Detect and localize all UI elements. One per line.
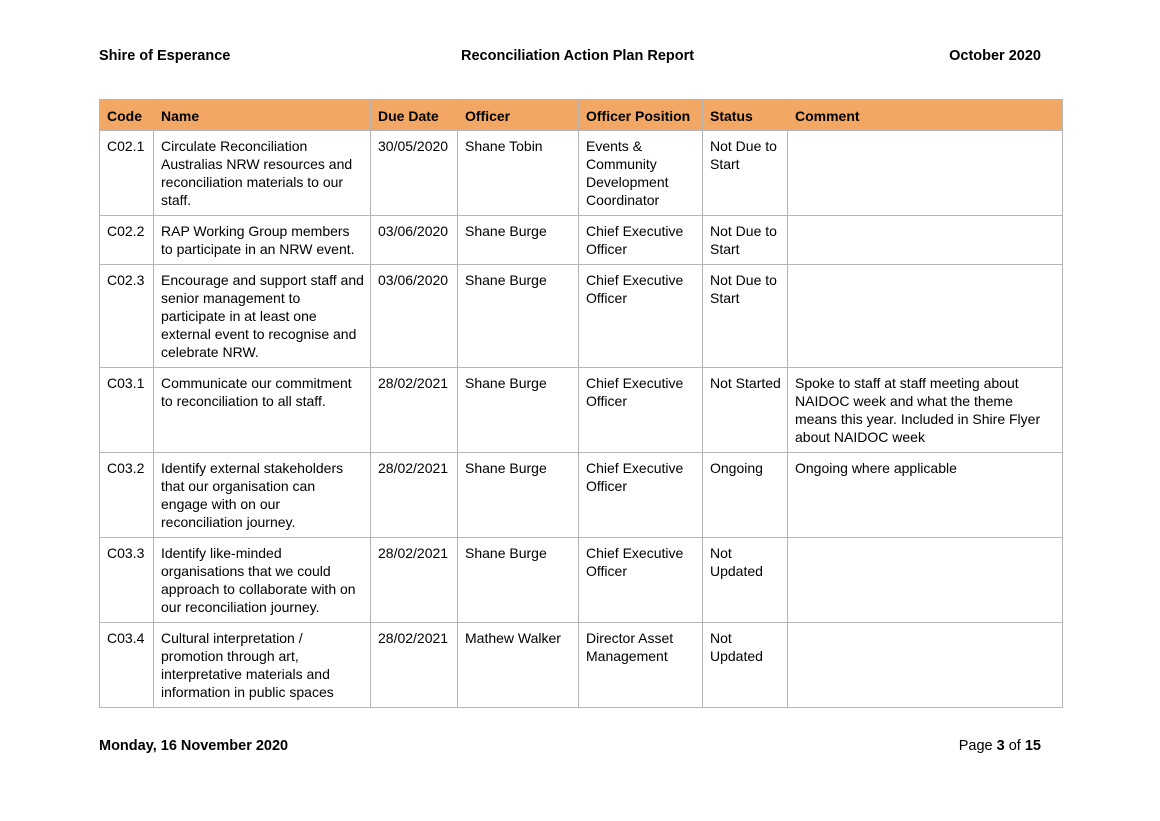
cell-officer: Shane Burge xyxy=(458,216,579,265)
column-header-code: Code xyxy=(100,100,154,131)
cell-comment: Ongoing where applicable xyxy=(788,453,1063,538)
cell-comment xyxy=(788,623,1063,708)
cell-status: Not Due to Start xyxy=(703,131,788,216)
cell-code: C02.3 xyxy=(100,265,154,368)
cell-officer: Mathew Walker xyxy=(458,623,579,708)
cell-status: Not Updated xyxy=(703,623,788,708)
report-period: October 2020 xyxy=(949,48,1041,64)
cell-status: Not Due to Start xyxy=(703,265,788,368)
cell-officer-position: Chief Executive Officer xyxy=(579,368,703,453)
table-row xyxy=(100,538,1063,623)
table-row xyxy=(100,453,1063,538)
cell-code: C03.3 xyxy=(100,538,154,623)
report-date: Monday, 16 November 2020 xyxy=(99,738,289,754)
column-header-status: Status xyxy=(703,100,788,131)
table-row xyxy=(100,216,1063,265)
cell-officer: Shane Burge xyxy=(458,538,579,623)
page-of: of xyxy=(1008,738,1021,754)
cell-name: Identify external stakeholders that our organisation can engage with on our reconciliation journey. xyxy=(154,453,371,538)
rap-actions-table xyxy=(99,99,1063,708)
cell-officer-position: Events & Community Development Coordinator xyxy=(579,131,703,216)
cell-comment xyxy=(788,265,1063,368)
page-current: 3 xyxy=(996,738,1005,754)
cell-due-date: 28/02/2021 xyxy=(371,623,458,708)
cell-comment: Spoke to staff at staff meeting about NAIDOC week and what the theme means this year. Included in Shire Flyer about NAIDOC week xyxy=(788,368,1063,453)
cell-officer: Shane Tobin xyxy=(458,131,579,216)
cell-due-date: 03/06/2020 xyxy=(371,216,458,265)
cell-due-date: 28/02/2021 xyxy=(371,538,458,623)
page-footer xyxy=(99,738,1041,758)
cell-code: C03.4 xyxy=(100,623,154,708)
cell-officer-position: Chief Executive Officer xyxy=(579,538,703,623)
cell-comment xyxy=(788,538,1063,623)
cell-name: RAP Working Group members to participate in an NRW event. xyxy=(154,216,371,265)
column-header-comment: Comment xyxy=(788,100,1063,131)
table-row xyxy=(100,623,1063,708)
cell-comment xyxy=(788,131,1063,216)
cell-code: C02.1 xyxy=(100,131,154,216)
cell-name: Identify like-minded organisations that we could approach to collaborate with on our reconciliation journey. xyxy=(154,538,371,623)
cell-officer-position: Chief Executive Officer xyxy=(579,216,703,265)
cell-officer-position: Chief Executive Officer xyxy=(579,453,703,538)
cell-status: Ongoing xyxy=(703,453,788,538)
table-row xyxy=(100,368,1063,453)
page-prefix: Page xyxy=(958,738,993,754)
page-total: 15 xyxy=(1024,738,1041,754)
cell-code: C03.2 xyxy=(100,453,154,538)
cell-name: Cultural interpretation / promotion through art, interpretative materials and information in public spaces xyxy=(154,623,371,708)
cell-code: C02.2 xyxy=(100,216,154,265)
column-header-officer: Officer xyxy=(458,100,579,131)
page-number xyxy=(959,738,1041,754)
cell-due-date: 28/02/2021 xyxy=(371,453,458,538)
table-row xyxy=(100,265,1063,368)
organisation-name: Shire of Esperance xyxy=(99,48,231,64)
column-header-officer-position: Officer Position xyxy=(579,100,703,131)
cell-status: Not Started xyxy=(703,368,788,453)
cell-name: Circulate Reconciliation Australias NRW resources and reconciliation materials to our staff. xyxy=(154,131,371,216)
report-title: Reconciliation Action Plan Report xyxy=(461,48,695,64)
cell-comment xyxy=(788,216,1063,265)
page-header xyxy=(99,48,1041,68)
cell-name: Communicate our commitment to reconciliation to all staff. xyxy=(154,368,371,453)
cell-name: Encourage and support staff and senior management to participate in at least one external event to recognise and celebrate NRW. xyxy=(154,265,371,368)
table-row xyxy=(100,131,1063,216)
cell-status: Not Updated xyxy=(703,538,788,623)
cell-officer: Shane Burge xyxy=(458,453,579,538)
cell-officer: Shane Burge xyxy=(458,368,579,453)
cell-due-date: 03/06/2020 xyxy=(371,265,458,368)
column-header-name: Name xyxy=(154,100,371,131)
cell-officer: Shane Burge xyxy=(458,265,579,368)
cell-due-date: 30/05/2020 xyxy=(371,131,458,216)
cell-due-date: 28/02/2021 xyxy=(371,368,458,453)
cell-officer-position: Chief Executive Officer xyxy=(579,265,703,368)
cell-officer-position: Director Asset Management xyxy=(579,623,703,708)
column-header-due-date: Due Date xyxy=(371,100,458,131)
cell-status: Not Due to Start xyxy=(703,216,788,265)
cell-code: C03.1 xyxy=(100,368,154,453)
table-header-row xyxy=(100,100,1063,131)
